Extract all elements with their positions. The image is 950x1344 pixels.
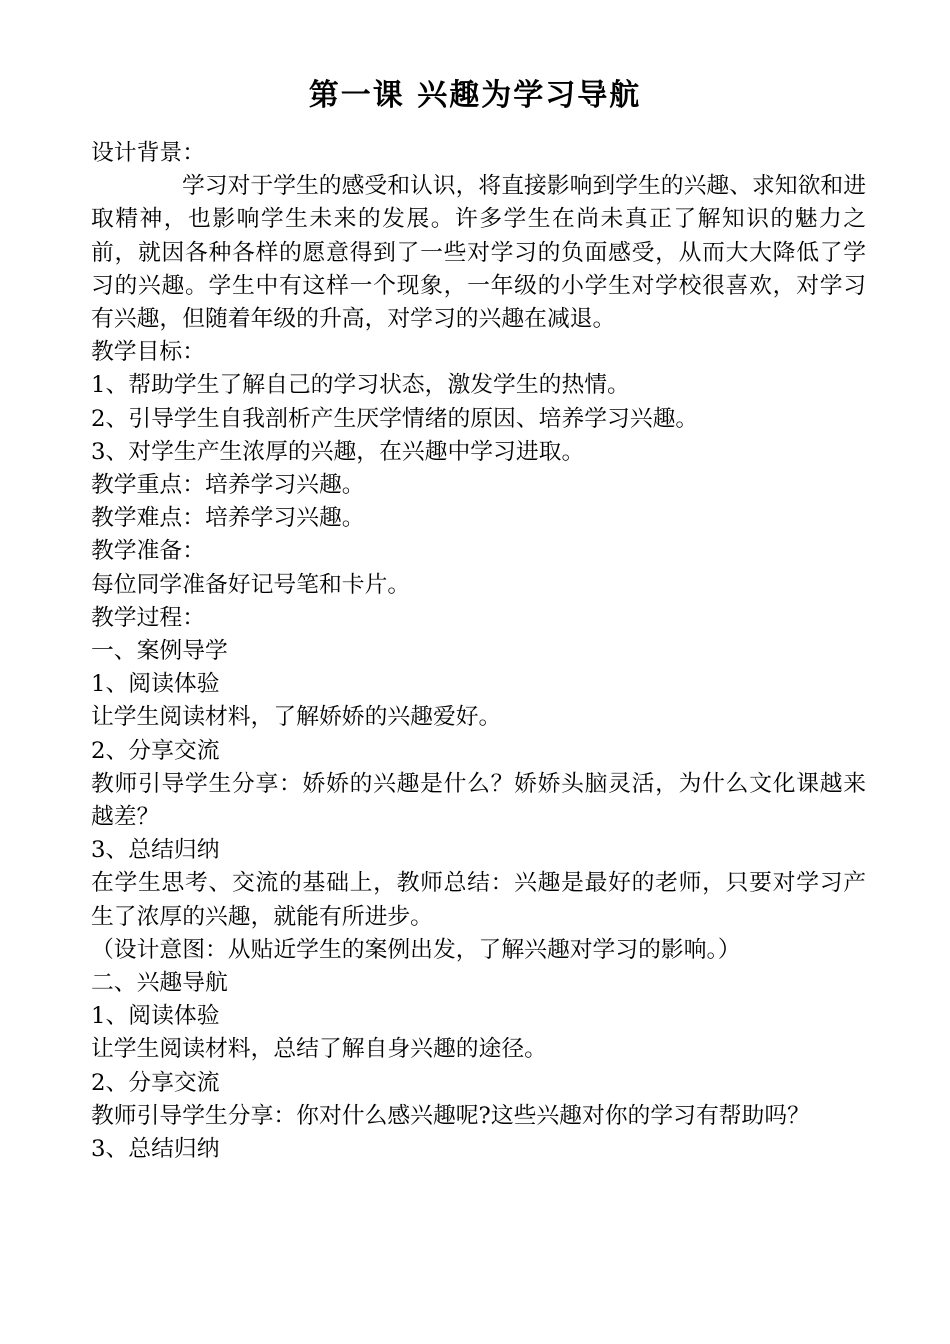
part-two-step-1-text: 让学生阅读材料，总结了解自身兴趣的途径。 <box>91 1036 547 1063</box>
part-one-step-3-text: 在学生思考、交流的基础上，教师总结：兴趣是最好的老师，只要对学习产生了浓厚的兴趣，就能有所进步。 <box>91 870 866 930</box>
part-one-step-1-text: 让学生阅读材料，了解娇娇的兴趣爱好。 <box>91 704 502 731</box>
part-one-design-intent: （设计意图：从贴近学生的案例出发，了解兴趣对学习的影响。） <box>91 936 741 963</box>
preparation-text: 每位同学准备好记号笔和卡片。 <box>91 571 411 598</box>
section-heading-preparation: 教学准备： <box>91 538 205 565</box>
teaching-goal-2: 2、引导学生自我剖析产生厌学情绪的原因、培养学习兴趣。 <box>91 405 699 432</box>
teaching-goal-1: 1、帮助学生了解自己的学习状态，激发学生的热情。 <box>91 372 630 399</box>
part-two-step-3: 3、总结归纳 <box>91 1136 220 1163</box>
part-two-step-2: 2、分享交流 <box>91 1069 220 1096</box>
part-one-step-2: 2、分享交流 <box>91 737 220 764</box>
teaching-key-point: 教学重点：培养学习兴趣。 <box>91 472 365 499</box>
part-one-step-2-text: 教师引导学生分享：娇娇的兴趣是什么？娇娇头脑灵活，为什么文化课越来越差？ <box>91 770 866 831</box>
part-two-step-2-text: 教师引导学生分享：你对什么感兴趣呢?这些兴趣对你的学习有帮助吗？ <box>91 1102 810 1129</box>
section-heading-design-background: 设计背景： <box>91 140 205 166</box>
part-one-heading: 一、案例导学 <box>91 638 228 665</box>
teaching-difficulty: 教学难点：培养学习兴趣。 <box>91 505 365 532</box>
part-one-step-1: 1、阅读体验 <box>91 671 220 698</box>
part-two-step-1: 1、阅读体验 <box>91 1003 220 1030</box>
document-title: 第一课 兴趣为学习导航 <box>308 78 642 113</box>
document-body <box>91 137 866 1166</box>
section-heading-teaching-goals: 教学目标： <box>91 339 205 366</box>
teaching-goal-3: 3、对学生产生浓厚的兴趣，在兴趣中学习进取。 <box>91 438 585 465</box>
part-one-step-3: 3、总结归纳 <box>91 837 220 864</box>
design-background-paragraph: 学习对于学生的感受和认识，将直接影响到学生的兴趣、求知欲和进取精神，也影响学生未来的发展。许多学生在尚未真正了解知识的魅力之前，就因各种各样的愿意得到了一些对学习的负面感受，从而大大降低了学习的兴趣。学生中有这样一个现象，一年级的小学生对学校很喜欢，对学习有兴趣，但随着年级的升高，对学习的兴趣在减退。 <box>91 173 866 333</box>
section-heading-process: 教学过程： <box>91 604 205 631</box>
part-two-heading: 二、兴趣导航 <box>91 970 228 997</box>
